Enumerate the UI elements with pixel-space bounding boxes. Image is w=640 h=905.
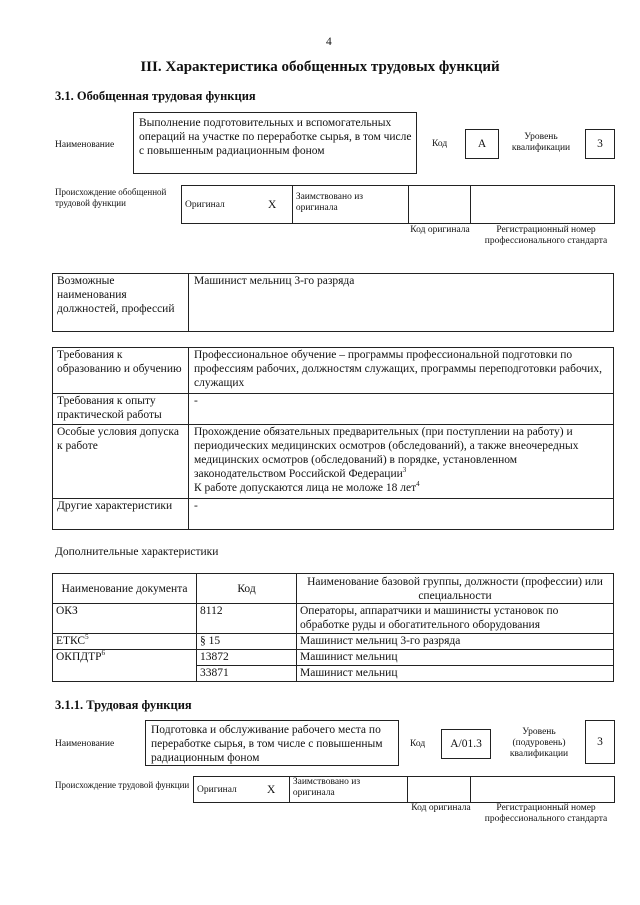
positions-table <box>52 273 614 332</box>
education-label: Требования к образованию и обучению <box>53 348 189 394</box>
header-name: Наименование базовой группы, должности (профессии) или специальности <box>297 574 614 604</box>
tf-code-value: А/01.3 <box>450 738 482 750</box>
gtf-code-value: А <box>477 138 487 150</box>
tf-name-box <box>145 720 399 766</box>
education-value: Профессиональное обучение – программы профессиональной подготовки по профессиям рабочих, должностям служащих, программы переподготовки рабочих, служащих <box>189 348 614 394</box>
row-doc <box>53 666 197 682</box>
tf-reg-number-label: Регистрационный номер профессионального стандарта <box>484 803 608 824</box>
page-number: 4 <box>326 36 332 48</box>
row-code: 8112 <box>197 604 297 634</box>
row-name: Машинист мельниц 3-го разряда <box>297 634 614 650</box>
gtf-origin-label: Происхождение обобщенной трудовой функции <box>55 187 167 208</box>
tf-borrowed-label: Заимствовано из оригинала <box>289 777 407 803</box>
gtf-heading: 3.1. Обобщенная трудовая функция <box>55 89 256 103</box>
row-doc <box>53 634 197 650</box>
tf-name-value: Подготовка и обслуживание рабочего места по переработке сырья, в том числе с повышенным радиационным фоном <box>151 724 383 764</box>
positions-value: Машинист мельниц 3-го разряда <box>189 274 614 332</box>
tf-origin-table <box>193 776 615 803</box>
row-code: 33871 <box>197 666 297 682</box>
gtf-name-value: Выполнение подготовительных и вспомогательных операций на участке по переработке сырья, в том числе с повышенным радиационным фоном <box>139 117 412 157</box>
tf-level-value: 3 <box>597 736 603 748</box>
row-doc-text: ОКПДТР <box>56 651 102 663</box>
row-doc-text: ОКЗ <box>56 605 78 617</box>
tf-original-label: Оригинал <box>194 777 254 803</box>
tf-level-box <box>585 720 615 764</box>
table-row <box>53 666 614 682</box>
special-label: Особые условия допуска к работе <box>53 425 189 499</box>
gtf-level-label: Уровень квалификации <box>511 132 571 153</box>
requirements-table <box>52 347 614 530</box>
special-value-2: К работе допускаются лица не моложе 18 лет <box>194 482 417 494</box>
special-value <box>189 425 614 499</box>
tf-level-label: Уровень (подуровень) квалификации <box>509 727 569 759</box>
additional-title: Дополнительные характеристики <box>55 546 219 558</box>
gtf-level-box <box>585 129 615 159</box>
tf-orig-code-label: Код оригинала <box>411 803 471 813</box>
gtf-name-box <box>133 112 417 174</box>
row-code: § 15 <box>197 634 297 650</box>
tf-reg-number-cell <box>471 777 615 803</box>
section-title: III. Характеристика обобщенных трудовых функций <box>140 59 500 75</box>
tf-orig-code-cell <box>407 777 471 803</box>
row-name: Операторы, аппаратчики и машинисты установок по обработке руды и обогатительного оборудования <box>297 604 614 634</box>
tf-code-box <box>441 729 491 759</box>
other-value: - <box>189 499 614 530</box>
header-code: Код <box>197 574 297 604</box>
gtf-code-label: Код <box>432 139 448 149</box>
footnote-4: 4 <box>416 480 420 489</box>
table-row <box>53 604 614 634</box>
row-doc-sup: 6 <box>101 649 106 658</box>
table-row <box>53 650 614 666</box>
additional-table <box>52 573 614 682</box>
gtf-name-label: Наименование <box>55 140 115 150</box>
gtf-origin-table <box>181 185 615 224</box>
tf-name-label: Наименование <box>55 739 115 749</box>
other-label: Другие характеристики <box>53 499 189 530</box>
gtf-orig-code-label: Код оригинала <box>410 225 470 235</box>
tf-code-label: Код <box>410 739 426 749</box>
row-code: 13872 <box>197 650 297 666</box>
positions-label: Возможные наименования должностей, профессий <box>53 274 189 332</box>
gtf-original-label: Оригинал <box>182 186 253 224</box>
row-name: Машинист мельниц <box>297 666 614 682</box>
row-doc <box>53 604 197 634</box>
gtf-orig-code-cell <box>408 186 471 224</box>
row-doc-sup: 5 <box>85 633 89 642</box>
experience-value: - <box>189 394 614 425</box>
gtf-original-mark: X <box>252 186 292 224</box>
row-doc-text: ЕТКС <box>56 635 86 647</box>
gtf-reg-number-label: Регистрационный номер профессионального стандарта <box>484 225 608 246</box>
header-doc: Наименование документа <box>53 574 197 604</box>
footnote-3: 3 <box>402 466 407 475</box>
gtf-level-value: 3 <box>597 138 603 150</box>
special-value-1: Прохождение обязательных предварительных (при поступлении на работу) и периодических медицинских осмотров (обследований), а также внеочередных медицинских осмотров (обследований) в порядке, установленном законодательством Российской Федерации <box>194 426 579 480</box>
gtf-borrowed-label: Заимствовано из оригинала <box>292 186 408 224</box>
tf-original-mark: X <box>253 777 289 803</box>
row-name: Машинист мельниц <box>297 650 614 666</box>
gtf-reg-number-cell <box>471 186 615 224</box>
tf-heading: 3.1.1. Трудовая функция <box>55 698 192 712</box>
table-row <box>53 634 614 650</box>
experience-label: Требования к опыту практической работы <box>53 394 189 425</box>
gtf-code-box <box>465 129 499 159</box>
tf-origin-label: Происхождение трудовой функции <box>55 780 190 790</box>
row-doc <box>53 650 197 666</box>
